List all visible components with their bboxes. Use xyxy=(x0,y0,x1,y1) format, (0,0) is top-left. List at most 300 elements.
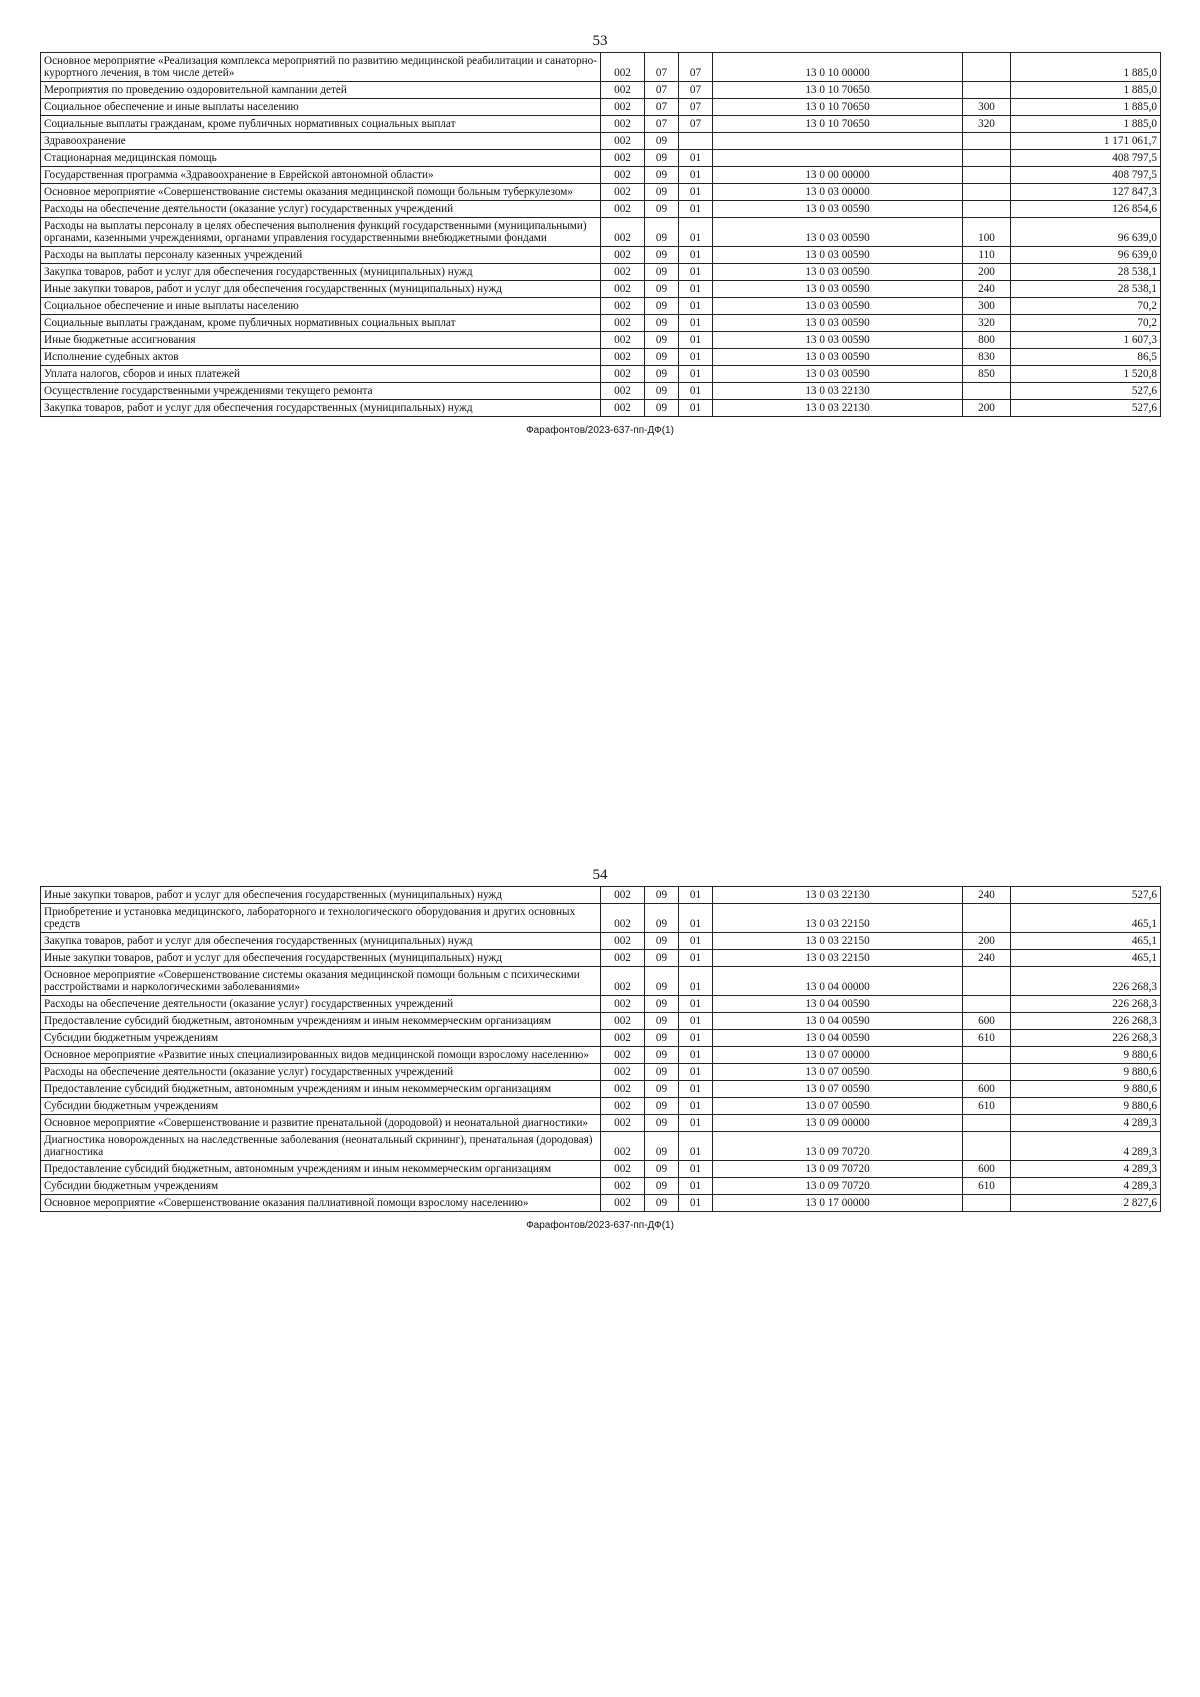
table-row xyxy=(41,904,1161,933)
row-expense-type-cell xyxy=(963,1115,1011,1132)
row-section-cell: 09 xyxy=(645,1098,679,1115)
budget-table-body xyxy=(41,53,1161,417)
row-target-article-cell: 13 0 09 70720 xyxy=(713,1132,963,1161)
row-target-article-cell: 13 0 03 00590 xyxy=(713,332,963,349)
row-subsection-cell: 01 xyxy=(679,1030,713,1047)
row-amount-cell: 1 885,0 xyxy=(1011,82,1161,99)
row-name-cell: Субсидии бюджетным учреждениям xyxy=(41,1030,601,1047)
row-amount-cell: 527,6 xyxy=(1011,887,1161,904)
row-target-article-cell: 13 0 10 70650 xyxy=(713,116,963,133)
row-subsection-cell: 01 xyxy=(679,1081,713,1098)
row-amount-cell: 465,1 xyxy=(1011,950,1161,967)
row-expense-type-cell: 610 xyxy=(963,1098,1011,1115)
row-section-cell: 09 xyxy=(645,184,679,201)
row-amount-cell: 465,1 xyxy=(1011,904,1161,933)
row-grbs-cell: 002 xyxy=(601,82,645,99)
row-section-cell: 09 xyxy=(645,1064,679,1081)
row-grbs-cell: 002 xyxy=(601,218,645,247)
row-amount-cell: 9 880,6 xyxy=(1011,1064,1161,1081)
row-subsection-cell: 01 xyxy=(679,950,713,967)
row-target-article-cell: 13 0 07 00590 xyxy=(713,1064,963,1081)
row-grbs-cell: 002 xyxy=(601,1081,645,1098)
row-target-article-cell: 13 0 03 00590 xyxy=(713,247,963,264)
row-section-cell: 09 xyxy=(645,1161,679,1178)
row-subsection-cell: 01 xyxy=(679,281,713,298)
row-section-cell: 09 xyxy=(645,967,679,996)
row-section-cell: 07 xyxy=(645,82,679,99)
row-amount-cell: 70,2 xyxy=(1011,315,1161,332)
row-expense-type-cell xyxy=(963,167,1011,184)
row-subsection-cell: 07 xyxy=(679,116,713,133)
page-53 xyxy=(40,30,1160,830)
row-name-cell: Социальные выплаты гражданам, кроме публичных нормативных социальных выплат xyxy=(41,116,601,133)
row-grbs-cell: 002 xyxy=(601,967,645,996)
page-number: 53 xyxy=(592,33,608,49)
row-section-cell: 09 xyxy=(645,1115,679,1132)
row-expense-type-cell xyxy=(963,1064,1011,1081)
row-section-cell: 09 xyxy=(645,133,679,150)
row-amount-cell: 4 289,3 xyxy=(1011,1178,1161,1195)
row-expense-type-cell: 240 xyxy=(963,950,1011,967)
row-target-article-cell: 13 0 09 00000 xyxy=(713,1115,963,1132)
row-amount-cell: 28 538,1 xyxy=(1011,264,1161,281)
row-subsection-cell: 01 xyxy=(679,184,713,201)
row-subsection-cell: 01 xyxy=(679,366,713,383)
row-grbs-cell: 002 xyxy=(601,1132,645,1161)
row-name-cell: Социальное обеспечение и иные выплаты населению xyxy=(41,298,601,315)
row-target-article-cell: 13 0 03 00590 xyxy=(713,218,963,247)
row-target-article-cell: 13 0 00 00000 xyxy=(713,167,963,184)
row-amount-cell: 9 880,6 xyxy=(1011,1081,1161,1098)
page-54 xyxy=(40,864,1160,1664)
table-row xyxy=(41,1013,1161,1030)
row-amount-cell: 1 885,0 xyxy=(1011,116,1161,133)
row-amount-cell: 96 639,0 xyxy=(1011,218,1161,247)
page-number: 54 xyxy=(592,867,608,883)
row-name-cell: Иные бюджетные ассигнования xyxy=(41,332,601,349)
table-row xyxy=(41,1064,1161,1081)
row-expense-type-cell xyxy=(963,1132,1011,1161)
table-row xyxy=(41,298,1161,315)
row-target-article-cell: 13 0 03 22130 xyxy=(713,887,963,904)
table-row xyxy=(41,332,1161,349)
row-section-cell: 09 xyxy=(645,1132,679,1161)
row-section-cell: 09 xyxy=(645,264,679,281)
row-target-article-cell: 13 0 03 00590 xyxy=(713,349,963,366)
row-section-cell: 09 xyxy=(645,383,679,400)
row-section-cell: 07 xyxy=(645,53,679,82)
row-subsection-cell: 01 xyxy=(679,1115,713,1132)
row-subsection-cell: 01 xyxy=(679,1161,713,1178)
row-section-cell: 09 xyxy=(645,933,679,950)
row-amount-cell: 226 268,3 xyxy=(1011,1030,1161,1047)
row-grbs-cell: 002 xyxy=(601,950,645,967)
row-amount-cell: 1 607,3 xyxy=(1011,332,1161,349)
row-name-cell: Социальные выплаты гражданам, кроме публичных нормативных социальных выплат xyxy=(41,315,601,332)
row-name-cell: Основное мероприятие «Совершенствование оказания паллиативной помощи взрослому населению» xyxy=(41,1195,601,1212)
row-section-cell: 09 xyxy=(645,1178,679,1195)
row-target-article-cell: 13 0 10 70650 xyxy=(713,82,963,99)
row-grbs-cell: 002 xyxy=(601,201,645,218)
row-amount-cell: 86,5 xyxy=(1011,349,1161,366)
row-name-cell: Расходы на обеспечение деятельности (оказание услуг) государственных учреждений xyxy=(41,1064,601,1081)
row-name-cell: Основное мероприятие «Совершенствование системы оказания медицинской помощи больным туберкулезом» xyxy=(41,184,601,201)
row-amount-cell: 226 268,3 xyxy=(1011,1013,1161,1030)
row-section-cell: 09 xyxy=(645,201,679,218)
row-expense-type-cell: 800 xyxy=(963,332,1011,349)
row-amount-cell: 527,6 xyxy=(1011,400,1161,417)
row-grbs-cell: 002 xyxy=(601,150,645,167)
row-expense-type-cell: 300 xyxy=(963,99,1011,116)
row-amount-cell: 408 797,5 xyxy=(1011,167,1161,184)
row-target-article-cell: 13 0 10 70650 xyxy=(713,99,963,116)
table-row xyxy=(41,1178,1161,1195)
row-section-cell: 09 xyxy=(645,167,679,184)
row-subsection-cell: 01 xyxy=(679,967,713,996)
row-subsection-cell: 01 xyxy=(679,1047,713,1064)
row-target-article-cell: 13 0 09 70720 xyxy=(713,1161,963,1178)
row-section-cell: 09 xyxy=(645,1195,679,1212)
row-grbs-cell: 002 xyxy=(601,366,645,383)
table-row xyxy=(41,116,1161,133)
row-expense-type-cell: 300 xyxy=(963,298,1011,315)
row-grbs-cell: 002 xyxy=(601,1030,645,1047)
row-grbs-cell: 002 xyxy=(601,1161,645,1178)
table-row xyxy=(41,1115,1161,1132)
row-amount-cell: 1 885,0 xyxy=(1011,53,1161,82)
row-subsection-cell: 01 xyxy=(679,264,713,281)
row-name-cell: Иные закупки товаров, работ и услуг для обеспечения государственных (муниципальных) нужд xyxy=(41,281,601,298)
row-name-cell: Здравоохранение xyxy=(41,133,601,150)
row-name-cell: Основное мероприятие «Развитие иных специализированных видов медицинской помощи взрослому населению» xyxy=(41,1047,601,1064)
row-amount-cell: 1 520,8 xyxy=(1011,366,1161,383)
row-target-article-cell: 13 0 09 70720 xyxy=(713,1178,963,1195)
row-section-cell: 09 xyxy=(645,950,679,967)
document-footer: Фарафонтов/2023-637-пп-ДФ(1) xyxy=(526,425,674,436)
row-grbs-cell: 002 xyxy=(601,315,645,332)
row-grbs-cell: 002 xyxy=(601,349,645,366)
row-expense-type-cell xyxy=(963,53,1011,82)
row-subsection-cell: 07 xyxy=(679,99,713,116)
row-target-article-cell xyxy=(713,133,963,150)
row-name-cell: Диагностика новорожденных на наследственные заболевания (неонатальный скрининг), пренатальная (дородовая) диагностика xyxy=(41,1132,601,1161)
row-target-article-cell: 13 0 03 00590 xyxy=(713,298,963,315)
row-section-cell: 09 xyxy=(645,887,679,904)
row-amount-cell: 4 289,3 xyxy=(1011,1115,1161,1132)
row-target-article-cell: 13 0 07 00590 xyxy=(713,1098,963,1115)
table-row xyxy=(41,1098,1161,1115)
row-amount-cell: 28 538,1 xyxy=(1011,281,1161,298)
row-target-article-cell: 13 0 04 00590 xyxy=(713,1013,963,1030)
row-target-article-cell: 13 0 10 00000 xyxy=(713,53,963,82)
row-grbs-cell: 002 xyxy=(601,933,645,950)
row-grbs-cell: 002 xyxy=(601,184,645,201)
row-section-cell: 09 xyxy=(645,1013,679,1030)
row-grbs-cell: 002 xyxy=(601,247,645,264)
row-section-cell: 09 xyxy=(645,349,679,366)
row-expense-type-cell xyxy=(963,1195,1011,1212)
row-name-cell: Субсидии бюджетным учреждениям xyxy=(41,1178,601,1195)
row-subsection-cell: 01 xyxy=(679,1178,713,1195)
row-amount-cell: 1 171 061,7 xyxy=(1011,133,1161,150)
row-target-article-cell: 13 0 07 00590 xyxy=(713,1081,963,1098)
row-amount-cell: 226 268,3 xyxy=(1011,996,1161,1013)
row-section-cell: 09 xyxy=(645,1047,679,1064)
row-amount-cell: 127 847,3 xyxy=(1011,184,1161,201)
row-grbs-cell: 002 xyxy=(601,1178,645,1195)
row-amount-cell: 1 885,0 xyxy=(1011,99,1161,116)
row-amount-cell: 126 854,6 xyxy=(1011,201,1161,218)
row-target-article-cell: 13 0 17 00000 xyxy=(713,1195,963,1212)
row-section-cell: 09 xyxy=(645,298,679,315)
row-name-cell: Основное мероприятие «Реализация комплекса мероприятий по развитию медицинской реабилитации и санаторно-курортного лечения, в том числе детей» xyxy=(41,53,601,82)
table-row xyxy=(41,1195,1161,1212)
row-subsection-cell: 01 xyxy=(679,167,713,184)
row-subsection-cell: 01 xyxy=(679,1195,713,1212)
row-target-article-cell: 13 0 03 00590 xyxy=(713,201,963,218)
row-subsection-cell: 01 xyxy=(679,933,713,950)
table-row xyxy=(41,366,1161,383)
row-target-article-cell: 13 0 03 00590 xyxy=(713,366,963,383)
row-target-article-cell: 13 0 04 00590 xyxy=(713,1030,963,1047)
row-expense-type-cell: 830 xyxy=(963,349,1011,366)
row-target-article-cell: 13 0 03 22150 xyxy=(713,904,963,933)
row-section-cell: 09 xyxy=(645,150,679,167)
table-row xyxy=(41,996,1161,1013)
budget-table xyxy=(40,52,1161,417)
row-expense-type-cell: 850 xyxy=(963,366,1011,383)
row-target-article-cell: 13 0 03 22130 xyxy=(713,400,963,417)
row-expense-type-cell xyxy=(963,996,1011,1013)
row-section-cell: 09 xyxy=(645,366,679,383)
row-name-cell: Приобретение и установка медицинского, лабораторного и технологического оборудования и других основных средств xyxy=(41,904,601,933)
row-subsection-cell: 01 xyxy=(679,904,713,933)
row-subsection-cell xyxy=(679,133,713,150)
row-amount-cell: 527,6 xyxy=(1011,383,1161,400)
row-expense-type-cell: 320 xyxy=(963,116,1011,133)
row-grbs-cell: 002 xyxy=(601,53,645,82)
row-subsection-cell: 01 xyxy=(679,150,713,167)
row-expense-type-cell: 600 xyxy=(963,1161,1011,1178)
table-row xyxy=(41,1132,1161,1161)
row-grbs-cell: 002 xyxy=(601,1013,645,1030)
row-expense-type-cell: 320 xyxy=(963,315,1011,332)
row-expense-type-cell: 240 xyxy=(963,281,1011,298)
row-grbs-cell: 002 xyxy=(601,887,645,904)
row-amount-cell: 226 268,3 xyxy=(1011,967,1161,996)
row-name-cell: Предоставление субсидий бюджетным, автономным учреждениям и иным некоммерческим организациям xyxy=(41,1081,601,1098)
row-section-cell: 09 xyxy=(645,400,679,417)
row-subsection-cell: 07 xyxy=(679,82,713,99)
row-grbs-cell: 002 xyxy=(601,383,645,400)
row-expense-type-cell: 200 xyxy=(963,400,1011,417)
row-subsection-cell: 01 xyxy=(679,1098,713,1115)
row-name-cell: Расходы на обеспечение деятельности (оказание услуг) государственных учреждений xyxy=(41,201,601,218)
row-target-article-cell: 13 0 03 00590 xyxy=(713,281,963,298)
row-expense-type-cell xyxy=(963,1047,1011,1064)
row-grbs-cell: 002 xyxy=(601,116,645,133)
row-section-cell: 09 xyxy=(645,218,679,247)
row-name-cell: Закупка товаров, работ и услуг для обеспечения государственных (муниципальных) нужд xyxy=(41,264,601,281)
row-section-cell: 09 xyxy=(645,281,679,298)
row-expense-type-cell xyxy=(963,383,1011,400)
row-subsection-cell: 01 xyxy=(679,218,713,247)
row-name-cell: Мероприятия по проведению оздоровительной кампании детей xyxy=(41,82,601,99)
row-expense-type-cell xyxy=(963,904,1011,933)
row-expense-type-cell: 240 xyxy=(963,887,1011,904)
row-subsection-cell: 07 xyxy=(679,53,713,82)
row-target-article-cell: 13 0 07 00000 xyxy=(713,1047,963,1064)
table-row xyxy=(41,1161,1161,1178)
row-target-article-cell: 13 0 03 00590 xyxy=(713,264,963,281)
row-grbs-cell: 002 xyxy=(601,1098,645,1115)
table-row xyxy=(41,184,1161,201)
row-subsection-cell: 01 xyxy=(679,996,713,1013)
budget-table xyxy=(40,886,1161,1212)
row-grbs-cell: 002 xyxy=(601,400,645,417)
row-expense-type-cell: 100 xyxy=(963,218,1011,247)
row-amount-cell: 9 880,6 xyxy=(1011,1098,1161,1115)
row-name-cell: Уплата налогов, сборов и иных платежей xyxy=(41,366,601,383)
row-expense-type-cell: 200 xyxy=(963,264,1011,281)
row-expense-type-cell: 200 xyxy=(963,933,1011,950)
row-section-cell: 09 xyxy=(645,904,679,933)
row-expense-type-cell xyxy=(963,133,1011,150)
row-name-cell: Иные закупки товаров, работ и услуг для обеспечения государственных (муниципальных) нужд xyxy=(41,887,601,904)
row-expense-type-cell: 110 xyxy=(963,247,1011,264)
table-row xyxy=(41,349,1161,366)
row-target-article-cell: 13 0 04 00000 xyxy=(713,967,963,996)
row-target-article-cell: 13 0 03 00590 xyxy=(713,315,963,332)
table-row xyxy=(41,383,1161,400)
row-grbs-cell: 002 xyxy=(601,332,645,349)
row-name-cell: Исполнение судебных актов xyxy=(41,349,601,366)
row-name-cell: Предоставление субсидий бюджетным, автономным учреждениям и иным некоммерческим организациям xyxy=(41,1013,601,1030)
row-expense-type-cell xyxy=(963,82,1011,99)
row-subsection-cell: 01 xyxy=(679,1132,713,1161)
row-subsection-cell: 01 xyxy=(679,349,713,366)
row-name-cell: Основное мероприятие «Совершенствование системы оказания медицинской помощи больным с психическими расстройствами и наркологическими заболеваниями» xyxy=(41,967,601,996)
table-row xyxy=(41,150,1161,167)
row-amount-cell: 2 827,6 xyxy=(1011,1195,1161,1212)
row-expense-type-cell: 610 xyxy=(963,1178,1011,1195)
row-grbs-cell: 002 xyxy=(601,996,645,1013)
row-target-article-cell: 13 0 04 00590 xyxy=(713,996,963,1013)
row-subsection-cell: 01 xyxy=(679,315,713,332)
table-row xyxy=(41,1081,1161,1098)
row-section-cell: 09 xyxy=(645,247,679,264)
row-name-cell: Расходы на выплаты персоналу в целях обеспечения выполнения функций государственными (муниципальными) органами, казенными учреждениями, органами управления государственными внебюджетными фондами xyxy=(41,218,601,247)
row-expense-type-cell xyxy=(963,967,1011,996)
row-grbs-cell: 002 xyxy=(601,167,645,184)
row-name-cell: Предоставление субсидий бюджетным, автономным учреждениям и иным некоммерческим организациям xyxy=(41,1161,601,1178)
row-name-cell: Государственная программа «Здравоохранение в Еврейской автономной области» xyxy=(41,167,601,184)
row-amount-cell: 4 289,3 xyxy=(1011,1132,1161,1161)
row-subsection-cell: 01 xyxy=(679,887,713,904)
row-subsection-cell: 01 xyxy=(679,332,713,349)
budget-table-body xyxy=(41,887,1161,1212)
row-subsection-cell: 01 xyxy=(679,298,713,315)
row-name-cell: Расходы на обеспечение деятельности (оказание услуг) государственных учреждений xyxy=(41,996,601,1013)
row-grbs-cell: 002 xyxy=(601,1115,645,1132)
row-target-article-cell xyxy=(713,150,963,167)
row-name-cell: Субсидии бюджетным учреждениям xyxy=(41,1098,601,1115)
row-name-cell: Закупка товаров, работ и услуг для обеспечения государственных (муниципальных) нужд xyxy=(41,933,601,950)
table-row xyxy=(41,218,1161,247)
row-expense-type-cell xyxy=(963,184,1011,201)
row-section-cell: 09 xyxy=(645,332,679,349)
table-row xyxy=(41,1030,1161,1047)
table-row xyxy=(41,201,1161,218)
row-grbs-cell: 002 xyxy=(601,1064,645,1081)
row-name-cell: Основное мероприятие «Совершенствование и развитие пренатальной (дородовой) и неонатальной диагностики» xyxy=(41,1115,601,1132)
row-section-cell: 09 xyxy=(645,996,679,1013)
row-grbs-cell: 002 xyxy=(601,1047,645,1064)
row-expense-type-cell xyxy=(963,201,1011,218)
table-row xyxy=(41,1047,1161,1064)
table-row xyxy=(41,99,1161,116)
row-subsection-cell: 01 xyxy=(679,400,713,417)
table-row xyxy=(41,933,1161,950)
table-row xyxy=(41,281,1161,298)
row-target-article-cell: 13 0 03 22150 xyxy=(713,933,963,950)
row-expense-type-cell: 610 xyxy=(963,1030,1011,1047)
table-row xyxy=(41,264,1161,281)
row-section-cell: 07 xyxy=(645,116,679,133)
table-row xyxy=(41,247,1161,264)
row-expense-type-cell: 600 xyxy=(963,1081,1011,1098)
row-name-cell: Стационарная медицинская помощь xyxy=(41,150,601,167)
row-amount-cell: 408 797,5 xyxy=(1011,150,1161,167)
row-amount-cell: 465,1 xyxy=(1011,933,1161,950)
table-row xyxy=(41,82,1161,99)
row-grbs-cell: 002 xyxy=(601,298,645,315)
row-name-cell: Социальное обеспечение и иные выплаты населению xyxy=(41,99,601,116)
document-footer: Фарафонтов/2023-637-пп-ДФ(1) xyxy=(526,1220,674,1231)
row-grbs-cell: 002 xyxy=(601,904,645,933)
row-grbs-cell: 002 xyxy=(601,264,645,281)
row-section-cell: 09 xyxy=(645,1081,679,1098)
row-subsection-cell: 01 xyxy=(679,1013,713,1030)
row-grbs-cell: 002 xyxy=(601,281,645,298)
row-target-article-cell: 13 0 03 22130 xyxy=(713,383,963,400)
row-expense-type-cell xyxy=(963,150,1011,167)
row-target-article-cell: 13 0 03 00000 xyxy=(713,184,963,201)
row-grbs-cell: 002 xyxy=(601,1195,645,1212)
table-row xyxy=(41,400,1161,417)
row-amount-cell: 9 880,6 xyxy=(1011,1047,1161,1064)
row-section-cell: 07 xyxy=(645,99,679,116)
row-target-article-cell: 13 0 03 22150 xyxy=(713,950,963,967)
row-subsection-cell: 01 xyxy=(679,1064,713,1081)
row-amount-cell: 96 639,0 xyxy=(1011,247,1161,264)
table-row xyxy=(41,133,1161,150)
row-name-cell: Осуществление государственными учреждениями текущего ремонта xyxy=(41,383,601,400)
table-row xyxy=(41,315,1161,332)
row-amount-cell: 4 289,3 xyxy=(1011,1161,1161,1178)
table-row xyxy=(41,950,1161,967)
row-section-cell: 09 xyxy=(645,315,679,332)
table-row xyxy=(41,167,1161,184)
row-name-cell: Расходы на выплаты персоналу казенных учреждений xyxy=(41,247,601,264)
row-expense-type-cell: 600 xyxy=(963,1013,1011,1030)
row-grbs-cell: 002 xyxy=(601,99,645,116)
row-section-cell: 09 xyxy=(645,1030,679,1047)
row-amount-cell: 70,2 xyxy=(1011,298,1161,315)
table-row xyxy=(41,967,1161,996)
row-subsection-cell: 01 xyxy=(679,201,713,218)
row-name-cell: Закупка товаров, работ и услуг для обеспечения государственных (муниципальных) нужд xyxy=(41,400,601,417)
